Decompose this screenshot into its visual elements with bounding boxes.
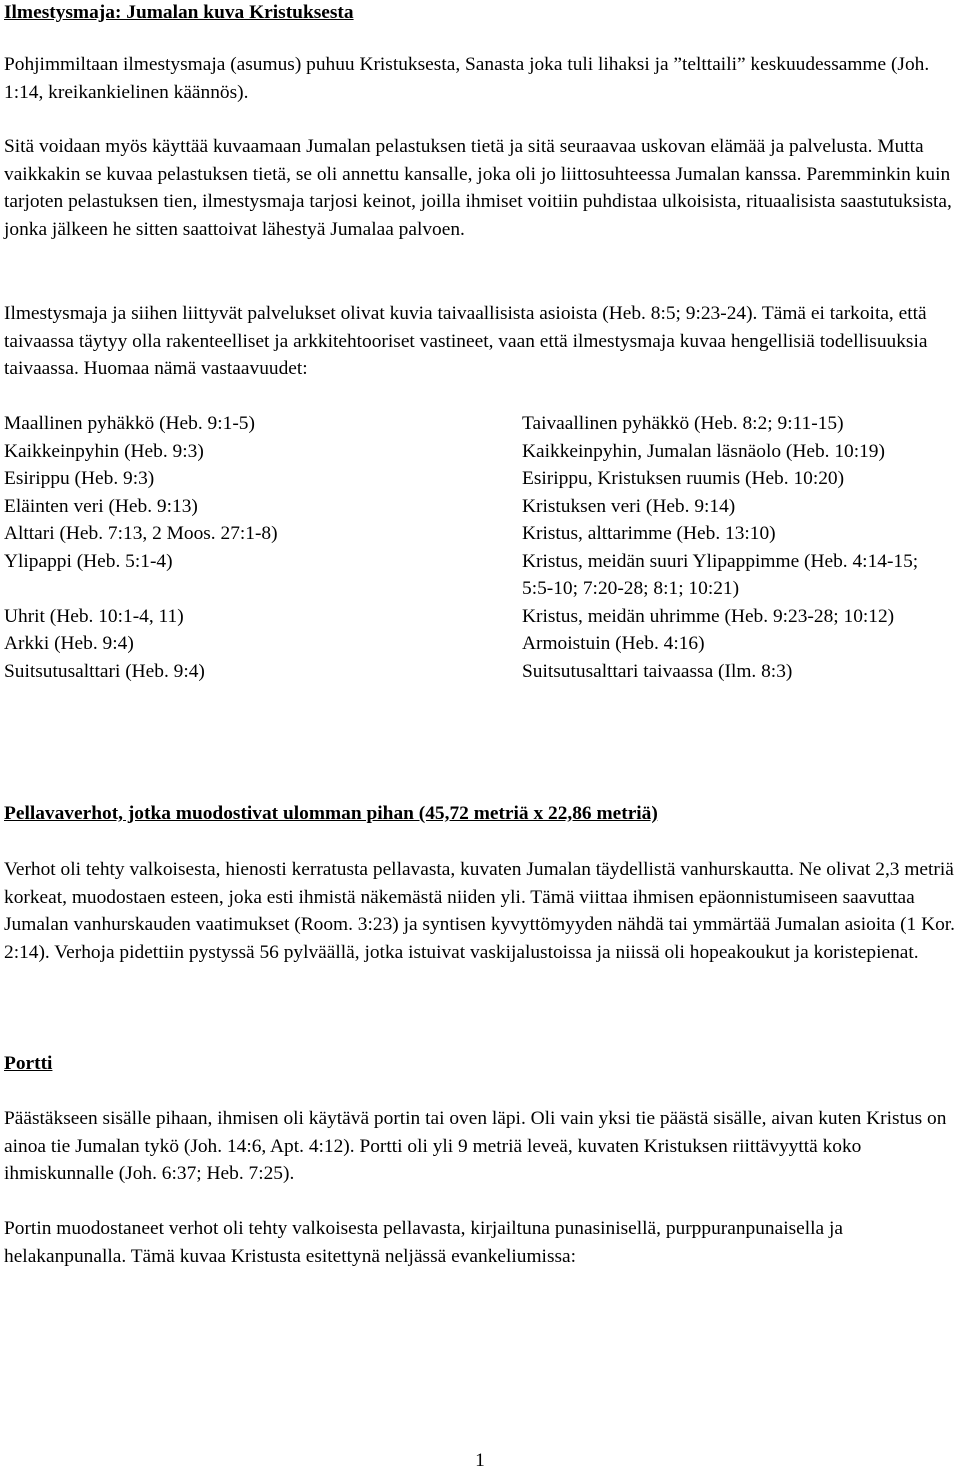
section-paragraph: Portin muodostaneet verhot oli tehty valkoisesta pellavasta, kirjailtuna punasinisellä, purppuranpunaisella ja helakanpunalla. Tämä kuvaa Kristusta esitettynä neljässä evankeliumissa:	[4, 1218, 843, 1267]
heavenly-item: Taivaallinen pyhäkkö (Heb. 8:2; 9:11-15)	[522, 413, 844, 434]
heavenly-item: Suitsutusalttari taivaassa (Ilm. 8:3)	[522, 660, 793, 682]
earthly-item: Uhrit (Heb. 10:1-4, 11)	[4, 605, 184, 627]
heavenly-item: Esirippu, Kristuksen ruumis (Heb. 10:20)	[522, 468, 845, 489]
section-heading-gate: Portti	[4, 1053, 53, 1074]
earthly-item: Eläinten veri (Heb. 9:13)	[4, 495, 198, 517]
intro-paragraph: Pohjimmiltaan ilmestysmaja (asumus) puhuu Kristuksesta, Sanasta joka tuli lihaksi ja ”telttaili” keskuudessamme (Joh. 1:14, kreikankielinen käännös).	[4, 54, 930, 103]
intro-paragraph: Ilmestysmaja ja siihen liittyvät palvelukset olivat kuvia taivaallisista asioista (Heb. 8:5; 9:23-24). Tämä ei tarkoita, että taivaassa täytyy olla rakenteelliset ja arkkitehtooriset vastineet, vaan että ilmestysmaja kuvaa hengellisiä todellisuuksia taivaassa. Huomaa nämä vastaavuudet:	[4, 303, 928, 379]
section-paragraph: Verhot oli tehty valkoisesta, hienosti kerratusta pellavasta, kuvaten Jumalan täydellistä vanhurskautta. Ne olivat 2,3 metriä korkeat, muodostaen esteen, joka esti ihmistä näkemästä niiden yli. Tämä viittaa ihmisen epäonnistumiseen saavuttaa Jumalan vanhurskauden vaatimukset (Room. 3:23) ja syntisen kyvyttömyyden nähdä tai ymmärtää Jumalan asioita (1 Kor. 2:14). Verhoja pidettiin pystyssä 56 pylväällä, jotka istuivat vaskijalustoissa ja niissä oli hopeakoukut ja koristepienat.	[4, 859, 956, 963]
earthly-item: Alttari (Heb. 7:13, 2 Moos. 27:1-8)	[4, 523, 278, 544]
correspondence-row	[4, 630, 956, 658]
heavenly-item: Kristuksen veri (Heb. 9:14)	[522, 495, 736, 517]
heavenly-item: Kristus, meidän suuri Ylipappimme (Heb. 4:14-15; 5:5-10; 7:20-28; 8:1; 10:21)	[522, 550, 919, 599]
correspondence-row	[4, 603, 956, 631]
earthly-item: Kaikkeinpyhin (Heb. 9:3)	[4, 440, 204, 462]
correspondence-row	[4, 410, 956, 438]
correspondence-row	[4, 493, 956, 521]
earthly-item: Maallinen pyhäkkö (Heb. 9:1-5)	[4, 413, 255, 434]
earthly-item: Arkki (Heb. 9:4)	[4, 633, 134, 654]
correspondence-row	[4, 658, 956, 686]
heavenly-item: Armoistuin (Heb. 4:16)	[522, 633, 705, 654]
correspondence-row	[4, 548, 956, 603]
heavenly-item: Kaikkeinpyhin, Jumalan läsnäolo (Heb. 10:19)	[522, 440, 885, 462]
correspondence-table	[4, 410, 956, 685]
section-heading-curtains: Pellavaverhot, jotka muodostivat ulomman pihan (45,72 metriä x 22,86 metriä)	[4, 803, 658, 824]
heavenly-item: Kristus, meidän uhrimme (Heb. 9:23-28; 10:12)	[522, 605, 895, 627]
intro-paragraph: Sitä voidaan myös käyttää kuvaamaan Jumalan pelastuksen tietä ja sitä seuraavaa uskovan elämää ja palvelusta. Mutta vaikkakin se kuvaa pelastuksen tietä, se oli annettu kansalle, joka oli jo liittosuhteessa Jumalan kanssa. Paremminkin kuin tarjoten pelastuksen tien, ilmestysmaja tarjosi keinot, joilla ihmiset voitiin puhdistaa ulkoisista, rituaalisista saastutuksista, jonka jälkeen he sitten saattoivat lähestyä Jumalaa palvoen.	[4, 136, 952, 240]
earthly-item: Ylipappi (Heb. 5:1-4)	[4, 550, 173, 572]
correspondence-row	[4, 520, 956, 548]
page-number: 1	[475, 1450, 485, 1471]
heavenly-item: Kristus, alttarimme (Heb. 13:10)	[522, 523, 776, 544]
document-title: Ilmestysmaja: Jumalan kuva Kristuksesta	[4, 2, 354, 23]
correspondence-row	[4, 438, 956, 466]
earthly-item: Esirippu (Heb. 9:3)	[4, 468, 155, 489]
correspondence-row	[4, 465, 956, 493]
earthly-item: Suitsutusalttari (Heb. 9:4)	[4, 660, 205, 682]
section-paragraph: Päästäkseen sisälle pihaan, ihmisen oli käytävä portin tai oven läpi. Oli vain yksi tie päästä sisälle, aivan kuten Kristus on ainoa tie Jumalan tykö (Joh. 14:6, Apt. 4:12). Portti oli yli 9 metriä leveä, kuvaten Kristuksen riittävyyttä koko ihmiskunnalle (Joh. 6:37; Heb. 7:25).	[4, 1108, 947, 1184]
